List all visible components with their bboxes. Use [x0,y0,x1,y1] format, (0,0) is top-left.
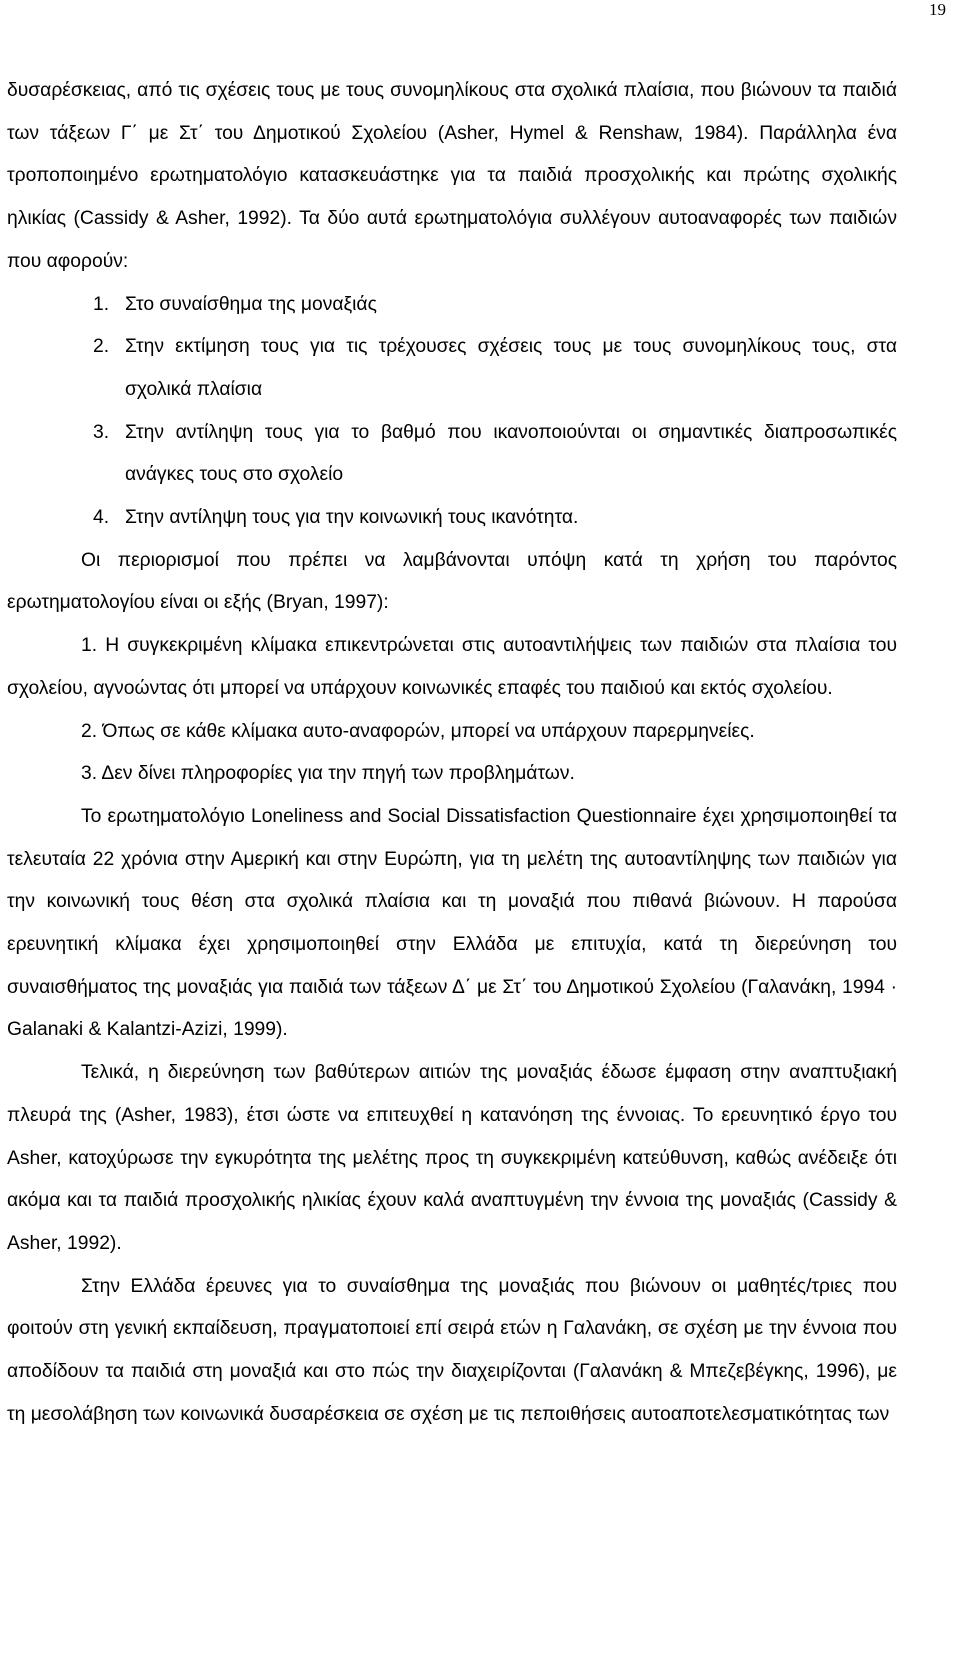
limitation-number: 3. [81,763,98,785]
intro-paragraph: δυσαρέσκειας, από τις σχέσεις τους με τους συνομηλίκους στα σχολικά πλαίσια, που βιώνουν τα παιδιά των τάξεων Γ΄ με Στ΄ του Δημοτικού Σχολείου (Asher, Hymel & Renshaw, 1984). Παράλληλα ένα τροποποιημένο ερωτηματολόγιο κατασκευάστηκε για τα παιδιά προσχολικής και πρώτης σχολικής ηλικίας (Cassidy & Asher, 1992). Τα δύο αυτά ερωτηματολόγια συλλέγουν αυτοαναφορές των παιδιών που αφορούν: [7,80,897,272]
list-item-text: Στην εκτίμηση τους για τις τρέχουσες σχέσεις τους με τους συνομηλίκους τους, στα σχολικά πλαίσια [125,336,897,400]
questionnaire-paragraph: Το ερωτηματολόγιο Loneliness and Social Dissatisfaction Questionnaire έχει χρησιμοποιηθεί τα τελευταία 22 χρόνια στην Αμερική και στην Ευρώπη, για τη μελέτη της αυτοαντίληψης των παιδιών για την κοινωνική τους θέση στα σχολικά πλαίσια και τη μοναξιά που πιθανά βιώνουν. Η παρούσα ερευνητική κλίμακα έχει χρησιμοποιηθεί στην Ελλάδα με επιτυχία, κατά τη διερεύνηση του συναισθήματος της μοναξιάς για παιδιά των τάξεων Δ΄ με Στ΄ του Δημοτικού Σχολείου (Γαλανάκη, 1994 · Galanaki & Kalantzi-Azizi, 1999). [7,805,897,1041]
limitation-number: 2. [81,720,98,742]
limitation-item [7,753,897,796]
limitation-item [7,711,897,754]
page-number: 19 [929,0,946,19]
list-item-text: Στην αντίληψη τους για την κοινωνική τους ικανότητα. [125,507,579,529]
asher-paragraph: Τελικά, η διερεύνηση των βαθύτερων αιτιών της μοναξιάς έδωσε έμφαση στην αναπτυξιακή πλευρά της (Asher, 1983), έτσι ώστε να επιτευχθεί η κατανόηση της έννοιας. Το ερευνητικό έργο του Asher, κατοχύρωσε την εγκυρότητα της μελέτης προς τη συγκεκριμένη κατεύθυνση, καθώς ανέδειξε ότι ακόμα και τα παιδιά προσχολικής ηλικίας έχουν καλά αναπτυγμένη την έννοια της μοναξιάς (Cassidy & Asher, 1992). [7,1062,897,1254]
aspects-list [7,284,897,540]
limitation-text: Η συγκεκριμένη κλίμακα επικεντρώνεται στις αυτοαντιλήψεις των παιδιών στα πλαίσια του σχολείου, αγνοώντας ότι μπορεί να υπάρχουν κοινωνικές επαφές του παιδιού και εκτός σχολείου. [7,635,897,699]
limitation-item [7,625,897,710]
list-item-text: Στο συναίσθημα της μοναξιάς [125,293,377,315]
limitation-number: 1. [81,635,98,657]
greece-paragraph: Στην Ελλάδα έρευνες για το συναίσθημα της μοναξιάς που βιώνουν οι μαθητές/τριες που φοιτούν στη γενική εκπαίδευση, πραγματοποιεί επί σειρά ετών η Γαλανάκη, σε σχέση με την έννοια που αποδίδουν τα παιδιά στη μοναξιά και στο πώς την διαχειρίζονται (Γαλανάκη & Μπεζεβέγκης, 1996), με τη μεσολάβηση των κοινωνικά δυσαρέσκεια σε σχέση με τις πεποιθήσεις αυτοαποτελεσματικότητας των [7,1275,897,1425]
list-item [7,284,897,327]
limitation-text: Δεν δίνει πληροφορίες για την πηγή των προβλημάτων. [101,763,575,785]
list-item [7,497,897,540]
limitations-list [7,625,897,796]
document-body [7,70,897,1437]
list-number: 2. [93,336,110,358]
limitation-text: Όπως σε κάθε κλίμακα αυτο-αναφορών, μπορεί να υπάρχουν παρερμηνείες. [102,720,755,742]
list-item-text: Στην αντίληψη τους για το βαθμό που ικανοποιούνται οι σημαντικές διαπροσωπικές ανάγκες τους στο σχολείο [125,421,897,486]
list-item [7,326,897,411]
list-number: 1. [93,293,110,315]
list-number: 3. [93,421,110,443]
list-item [7,412,897,497]
list-number: 4. [93,507,110,529]
limitations-intro-paragraph: Οι περιορισμοί που πρέπει να λαμβάνονται υπόψη κατά τη χρήση του παρόντος ερωτηματολογίου είναι οι εξής (Bryan, 1997): [7,549,897,614]
